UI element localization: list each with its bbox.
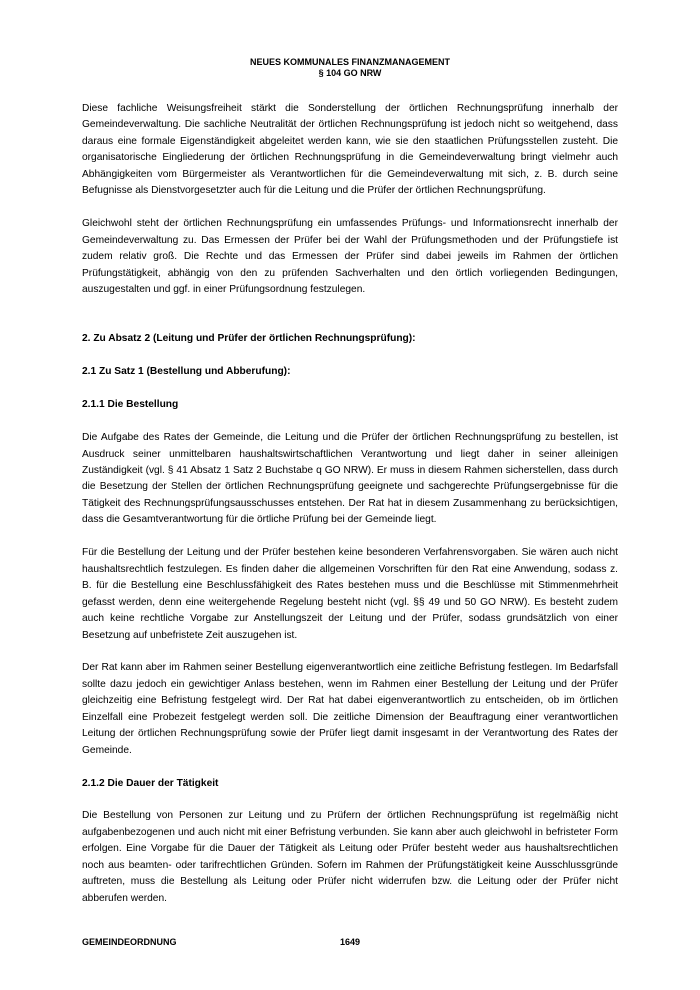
paragraph-aufgabe-des-rates: Die Aufgabe des Rates der Gemeinde, die Leitung und die Prüfer der örtlichen Rechnungsprüfung zu bestellen, ist Ausdruck seiner unmittelbaren haushaltswirtschaftlichen Verantwortung und liegt daher in seiner alleinigen Zuständigkeit (vgl. § 41 Absatz 1 Satz 2 Buchstabe q GO NRW). Er muss in diesem Rahmen sicherstellen, dass durch die Besetzung der Stellen der örtlichen Rechnungsprüfung geeignete und sachgerechte Prüfungsergebnisse für die Tätigkeit des Rechnungsprüfungsausschusses entstehen. Der Rat hat in diesem Zusammenhang zu berücksichtigen, dass die Gesamtverantwortung für die örtliche Prüfung bei der Gemeinde liegt. — [82, 432, 618, 526]
document-body — [82, 101, 618, 924]
paragraph-pruefungsrecht: Gleichwohl steht der örtlichen Rechnungsprüfung ein umfassendes Prüfungs- und Informationsrecht innerhalb der Gemeindeverwaltung zu. Das Ermessen der Prüfer bei der Wahl der Prüfungsmethoden und der Prüfungstiefe ist zudem relativ groß. Die Rechte und das Ermessen der Prüfer sind dabei jeweils im Rahmen der örtlichen Prüfungstätigkeit, abhängig von den zu prüfenden Sachverhalten und den örtlich vorliegenden Bedingungen, auszugestalten und ggf. in einer Prüfungsordnung festzulegen. — [82, 218, 618, 295]
footer-document-name: GEMEINDEORDNUNG — [82, 937, 177, 947]
section-heading-absatz-2: 2. Zu Absatz 2 (Leitung und Prüfer der örtlichen Rechnungsprüfung): — [82, 333, 416, 345]
header-title: NEUES KOMMUNALES FINANZMANAGEMENT — [250, 57, 450, 67]
paragraph-dauer: Die Bestellung von Personen zur Leitung und zu Prüfern der örtlichen Rechnungsprüfung ist regelmäßig nicht aufgabenbezogenen und auch nicht mit einer Befristung verbunden. Sie kann aber auch gleichwohl in befristeter Form erfolgen. Eine Vorgabe für die Dauer der Tätigkeit als Leitung oder Prüfer besteht weder aus haushaltsrechtlichen noch aus beamten- oder tarifrechtlichen Gründen. Sofern im Rahmen der Prüfungstätigkeit keine Ausschlussgründe auftreten, muss die Bestellung als Leitung oder Prüfer nicht widerrufen bzw. die Leitung oder der Prüfer nicht abberufen werden. — [82, 810, 618, 904]
page-number: 1649 — [340, 937, 361, 947]
header-subtitle: § 104 GO NRW — [318, 68, 382, 78]
paragraph-befristung: Der Rat kann aber im Rahmen seiner Bestellung eigenverantwortlich eine zeitliche Befristung festlegen. Im Bedarfsfall sollte dazu jedoch ein gewichtiger Anlass bestehen, wenn im Rahmen einer Bestellung der Leitung und der Prüfer gleichzeitig eine Befristung festgelegt wird. Der Rat hat dabei eigenverantwortlich zu entscheiden, ob im örtlichen Einzelfall eine Probezeit festgelegt werden soll. Die zeitliche Dimension der Beauftragung einer verantwortlichen Leitung der örtlichen Rechnungsprüfung sowie der Prüfer liegt damit insgesamt in der Verantwortung des Rates der Gemeinde. — [82, 662, 618, 756]
page-header — [0, 57, 700, 79]
paragraph-weisungsfreiheit: Diese fachliche Weisungsfreiheit stärkt die Sonderstellung der örtlichen Rechnungsprüfung innerhalb der Gemeindeverwaltung. Die sachliche Neutralität der örtlichen Rechnungsprüfung ist jedoch nicht so weitgehend, dass daraus eine formale Eigenständigkeit abgeleitet werden kann, wie sie den staatlichen Prüfungsstellen zusteht. Die organisatorische Eingliederung der örtlichen Rechnungsprüfung in die Gemeindeverwaltung bringt vielmehr auch Abhängigkeiten vom Bürgermeister als Verantwortlichen für die Gemeindeverwaltung mit sich, z. B. durch seine Befugnisse als Dienstvorgesetzter auch für die Leitung und die Prüfer der örtlichen Rechnungsprüfung. — [82, 103, 618, 197]
section-heading-satz-1: 2.1 Zu Satz 1 (Bestellung und Abberufung): — [82, 366, 291, 378]
section-heading-dauer-der-taetigkeit: 2.1.2 Die Dauer der Tätigkeit — [82, 777, 219, 789]
section-heading-bestellung: 2.1.1 Die Bestellung — [82, 399, 179, 411]
paragraph-verfahrensvorgaben: Für die Bestellung der Leitung und der Prüfer bestehen keine besonderen Verfahrensvorgaben. Sie wären auch nicht haushaltsrechtlich festzulegen. Es finden daher die allgemeinen Vorschriften für den Rat eine Anwendung, sodass z. B. für die Bestellung eine Beschlussfähigkeit des Rates bestehen muss und die Beschlüsse mit Stimmenmehrheit gefasst werden, denn eine weitergehende Regelung besteht nicht (vgl. §§ 49 und 50 GO NRW). Es besteht zudem auch keine rechtliche Vorgabe zur Anstellungszeit der Leitung und der Prüfer, sodass grundsätzlich von einer Besetzung auf unbefristete Zeit auszugehen ist. — [82, 547, 618, 641]
